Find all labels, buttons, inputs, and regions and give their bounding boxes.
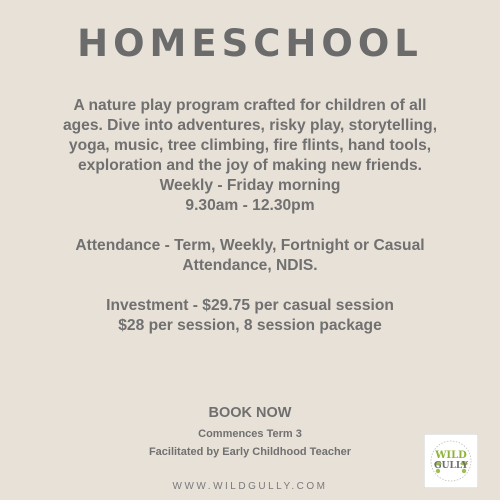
schedule-day: Weekly - Friday morning (159, 177, 341, 194)
attendance-line: Attendance, NDIS. (182, 257, 318, 274)
logo-mark-icon (424, 434, 478, 488)
description-line: ages. Dive into adventures, risky play, storytelling, (62, 117, 438, 134)
program-description (30, 96, 470, 336)
schedule-time: 9.30am - 12.30pm (185, 197, 315, 214)
logo-text-top: WILD (435, 450, 467, 461)
website-link[interactable]: WWW.WILDGULLY.COM (172, 481, 328, 492)
description-line: exploration and the joy of making new friends. (78, 157, 422, 174)
book-now-cta[interactable]: BOOK NOW (208, 405, 292, 421)
attendance-line: Attendance - Term, Weekly, Fortnight or Casual (75, 237, 425, 254)
wild-gully-logo (424, 434, 478, 488)
logo-text-bottom: GULLY (433, 461, 469, 471)
spacer (30, 216, 470, 236)
spacer (30, 276, 470, 296)
commences-text: Commences Term 3 (198, 428, 302, 440)
investment-line: Investment - $29.75 per casual session (106, 297, 394, 314)
investment-line: $28 per session, 8 session package (118, 317, 382, 334)
page-title: HOMESCHOOL (77, 22, 423, 65)
description-line: yoga, music, tree climbing, fire flints, hand tools, (68, 137, 432, 154)
facilitator-text: Facilitated by Early Childhood Teacher (148, 446, 352, 458)
description-line: A nature play program crafted for children of all (73, 97, 427, 114)
